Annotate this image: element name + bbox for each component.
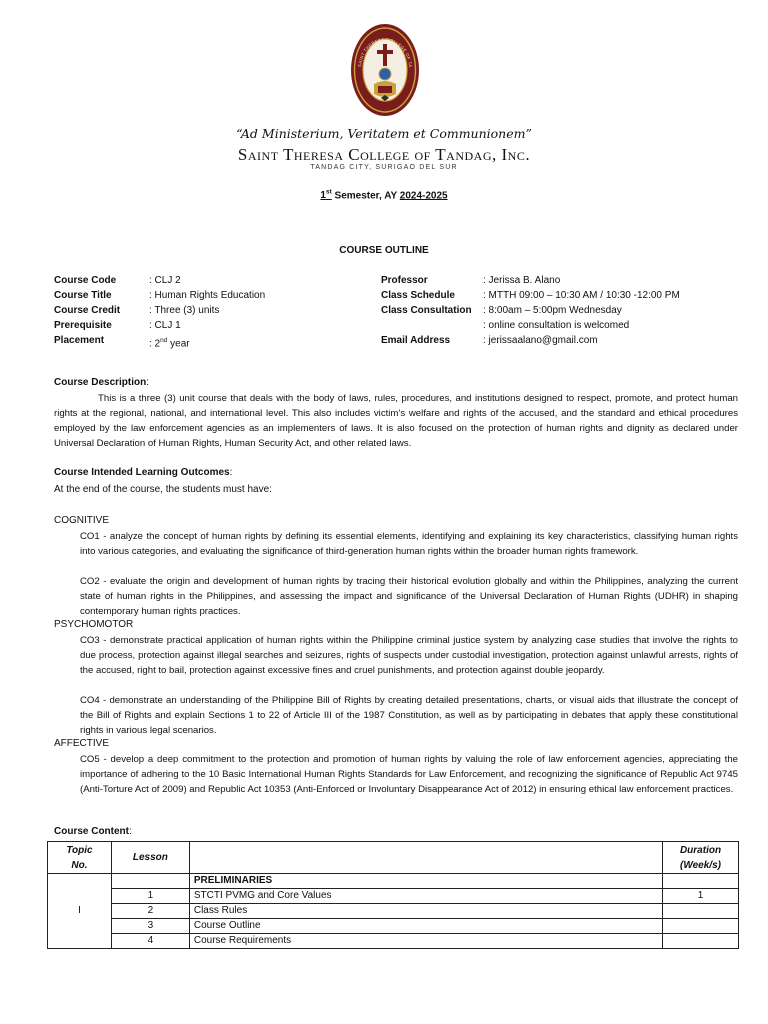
psychomotor-label: PSYCHOMOTOR bbox=[54, 619, 134, 630]
co4-text: CO4 - demonstrate an understanding of the Philippine Bill of Rights by creating detailed presentations, charts, or visual aids that illustrate the concept of the Bill of Rights and explain Sections 1 to 22 of Article III of the 1987 Constitution, as well as by participating in debates that apply these constitutional rights in various legal scenarios. bbox=[80, 695, 738, 736]
duration-cell bbox=[663, 934, 739, 949]
info-row-consultation-note: : online consultation is welcomed bbox=[483, 320, 630, 331]
info-row-course-code: Course Code : CLJ 2 bbox=[54, 275, 181, 286]
co2-text: CO2 - evaluate the origin and development of human rights by tracing their historical evolution globally and within the Philippines, analyzing the current state of human rights in the Philippines, and assessing the impact and significance of the Universal Declaration of Human Rights (UDHR) in shaping contemporary human rights practices. bbox=[80, 576, 738, 617]
lesson-title-cell: Course Outline bbox=[189, 919, 662, 934]
college-seal-logo bbox=[350, 22, 420, 120]
affective-label: AFFECTIVE bbox=[54, 738, 110, 749]
seal-text: SAINT THERESA COLLEGE OF TA bbox=[357, 36, 413, 68]
table-row bbox=[48, 934, 739, 949]
course-info-right bbox=[381, 273, 680, 348]
co1-text: CO1 - analyze the concept of human rights by defining its essential elements, identifying and explaining its key characteristics, classifying human rights into various categories, and evaluating the significance of third-generation human rights within the broader human rights framework. bbox=[80, 531, 738, 557]
ilo-heading: Course Intended Learning Outcomes: bbox=[54, 467, 233, 478]
duration-cell bbox=[663, 919, 739, 934]
info-row-email: Email Address : jerissaalano@gmail.com bbox=[381, 335, 598, 346]
header-duration: Duration (Week/s) bbox=[663, 842, 739, 874]
course-outline-title: COURSE OUTLINE bbox=[339, 245, 429, 256]
lesson-number-cell: 2 bbox=[111, 904, 189, 919]
header-topic-no: Topic No. bbox=[48, 842, 112, 874]
info-row-course-credit: Course Credit : Three (3) units bbox=[54, 305, 220, 316]
lesson-number-cell: 4 bbox=[111, 934, 189, 949]
info-row-placement: Placement : 2nd year bbox=[54, 335, 190, 350]
course-description-text: This is a three (3) unit course that deals with the body of laws, rules, procedures, and institutions designed to respect, promote, and protect human rights at the regional, national, and international level. This also includes victim’s welfare and rights of the accused, and the standard and ethical procedures employed by the law enforcement agencies as an implementers of laws. It is also focused on the protection of human rights and dignity as declared under Universal Declaration of Human Rights, Human Security Act, and other related laws. bbox=[54, 393, 738, 449]
ilo-intro: At the end of the course, the students must have: bbox=[54, 484, 272, 495]
lesson-number-cell: 3 bbox=[111, 919, 189, 934]
info-row-course-title: Course Title : Human Rights Education bbox=[54, 290, 266, 301]
course-description-heading: Course Description: bbox=[54, 377, 150, 388]
table-header-row bbox=[48, 842, 739, 874]
duration-cell bbox=[663, 904, 739, 919]
duration-cell: 1 bbox=[663, 889, 739, 904]
course-content-heading: Course Content: bbox=[54, 826, 132, 837]
semester-number: 1st bbox=[320, 189, 332, 202]
course-info-left bbox=[54, 273, 265, 351]
table-row bbox=[48, 874, 739, 889]
info-row-class-consultation: Class Consultation : 8:00am – 5:00pm Wednesday bbox=[381, 305, 622, 316]
table-row bbox=[48, 904, 739, 919]
topic-number-cell: I bbox=[48, 874, 112, 949]
co5-text: CO5 - develop a deep commitment to the protection and promotion of human rights by valuing the role of law enforcement agencies, appreciating the importance of adhering to the 10 Basic International Human Rights Standards for Law Enforcement, and recognizing the significance of Republic Act 9745 (Anti-Torture Act of 2009) and Republic Act 10353 (Anti-Enforced or Involuntary Disappearance Act of 2012) in ensuring ethical law enforcement practices. bbox=[80, 754, 738, 795]
section-title-cell: PRELIMINARIES bbox=[189, 874, 662, 889]
table-row bbox=[48, 889, 739, 904]
lesson-title-cell: Course Requirements bbox=[189, 934, 662, 949]
lesson-number-cell: 1 bbox=[111, 889, 189, 904]
cognitive-label: COGNITIVE bbox=[54, 515, 110, 526]
table-row bbox=[48, 919, 739, 934]
header-blank bbox=[189, 842, 662, 874]
semester-label: Semester, AY bbox=[331, 190, 400, 202]
co3-text: CO3 - demonstrate practical application of human rights within the Philippine criminal justice system by analyzing case studies that involve the rights to due process, protection against illegal searches and seizures, rights of suspects under custodial investigation, protection against unlawful arrests, rights of the accused, right to bail, protection against excessive fines and cruel punishments, and protection against double jeopardy. bbox=[80, 635, 738, 676]
header-lesson: Lesson bbox=[111, 842, 189, 874]
lesson-title-cell: STCTI PVMG and Core Values bbox=[189, 889, 662, 904]
course-content-table bbox=[47, 841, 739, 949]
info-row-class-schedule: Class Schedule : MTTH 09:00 – 10:30 AM / 10:30 -12:00 PM bbox=[381, 290, 680, 301]
college-name: Saint Theresa College of Tandag, Inc. bbox=[237, 145, 531, 164]
semester-line bbox=[0, 189, 768, 201]
info-row-prerequisite: Prerequisite : CLJ 1 bbox=[54, 320, 181, 331]
info-row-professor: Professor : Jerissa B. Alano bbox=[381, 275, 561, 286]
college-motto: “Ad Ministerium, Veritatem et Communionem” bbox=[236, 126, 532, 141]
academic-year: 2024-2025 bbox=[399, 190, 448, 202]
college-address: TANDAG CITY, SURIGAO DEL SUR bbox=[310, 164, 458, 171]
lesson-title-cell: Class Rules bbox=[189, 904, 662, 919]
